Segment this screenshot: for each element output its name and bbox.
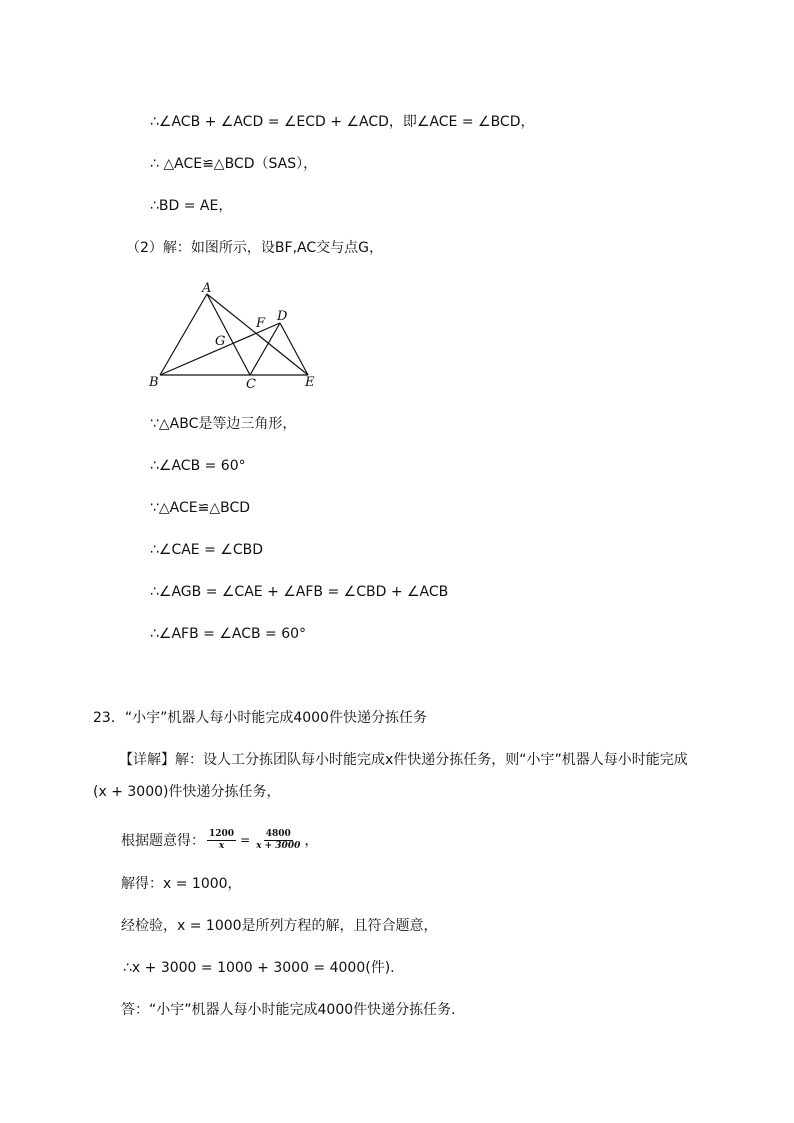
proof-line-1: ∴∠ACB + ∠ACD = ∠ECD + ∠ACD，即∠ACE = ∠BCD， <box>150 114 535 130</box>
label-g: G <box>215 334 226 349</box>
part-2-intro: （2）解：如图所示，设BF,AC交与点G， <box>126 240 383 256</box>
answer-line: 答：“小宇”机器人每小时能完成4000件快递分拣任务． <box>121 1002 466 1018</box>
segment-de <box>280 323 308 375</box>
fraction-right <box>254 829 302 852</box>
proof-line-10: ∴∠AFB = ∠ACB = 60° <box>150 626 307 642</box>
fraction-left <box>207 829 236 852</box>
proof-line-2: ∴ △ACE≌△BCD（SAS）， <box>150 156 318 172</box>
check-line: 经检验，x = 1000是所列方程的解，且符合题意， <box>121 918 438 934</box>
proof-line-8: ∴∠CAE = ∠CBD <box>150 542 263 558</box>
label-e: E <box>305 375 315 390</box>
calc-line: ∴x + 3000 = 1000 + 3000 = 4000(件). <box>123 960 395 976</box>
fraction-left-numerator: 1200 <box>209 828 235 839</box>
fraction-left-denominator: x <box>218 840 225 851</box>
equation-line <box>121 820 318 860</box>
solve-line: 解得：x = 1000， <box>121 876 242 892</box>
detail-line-1: 【详解】解：设人工分拣团队每小时能完成x件快递分拣任务，则“小宇”机器人每小时能完成 <box>119 752 688 768</box>
equation-suffix: ， <box>304 833 319 849</box>
label-f: F <box>256 316 266 331</box>
equation-prefix: 根据题意得： <box>121 833 205 849</box>
segment-ab <box>160 294 207 375</box>
proof-line-3: ∴BD = AE， <box>150 198 233 214</box>
label-b: B <box>149 375 159 390</box>
label-d: D <box>277 309 288 324</box>
proof-line-6: ∴∠ACB = 60° <box>150 458 246 474</box>
geometry-figure <box>140 278 330 396</box>
detail-line-2: (x + 3000)件快递分拣任务， <box>93 784 281 800</box>
proof-line-5: ∵△ABC是等边三角形， <box>150 416 297 432</box>
fraction-right-denominator: x + 3000 <box>256 840 301 851</box>
equals-sign: = <box>240 833 251 847</box>
segment-ac <box>207 294 250 375</box>
proof-line-7: ∵△ACE≌△BCD <box>150 500 251 516</box>
question-23-answer: 23．“小宇”机器人每小时能完成4000件快递分拣任务 <box>93 710 427 726</box>
fraction-right-numerator: 4800 <box>265 828 291 839</box>
label-c: C <box>246 377 256 392</box>
proof-line-9: ∴∠AGB = ∠CAE + ∠AFB = ∠CBD + ∠ACB <box>150 584 449 600</box>
label-a: A <box>202 281 212 296</box>
